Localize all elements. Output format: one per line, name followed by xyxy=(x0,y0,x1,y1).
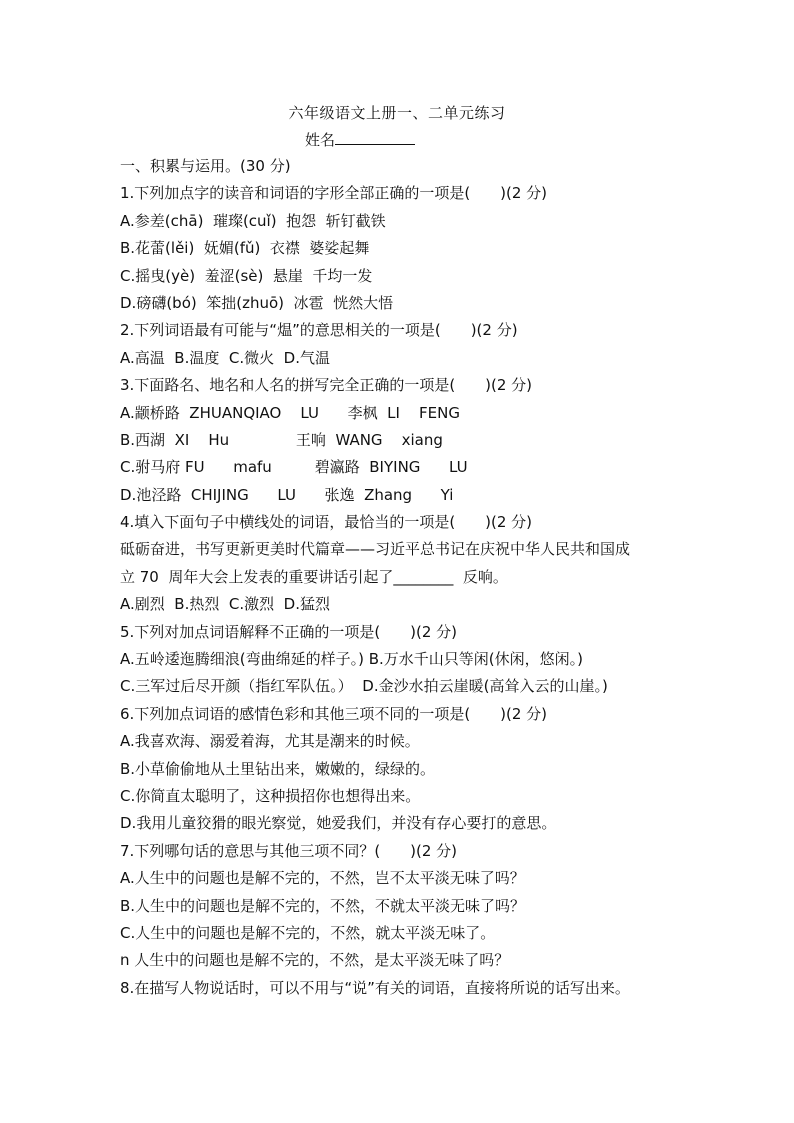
name-blank[interactable] xyxy=(335,130,415,145)
q7-option-d: n 人生中的问题也是解不完的，不然，是太平淡无味了吗？ xyxy=(120,951,510,970)
q7-option-c: C.人生中的问题也是解不完的，不然，就太平淡无味了。 xyxy=(120,923,496,942)
question-2: 2.下列词语最有可能与“煴”的意思相关的一项是( )(2 分) xyxy=(120,321,518,340)
q3-option-a: A.颛桥路 ZHUANQIAO LU 李枫 LI FENG xyxy=(120,403,460,422)
question-4: 4.填入下面句子中横线处的词语，最恰当的一项是( )(2 分) xyxy=(120,513,533,532)
question-8: 8.在描写人物说话时，可以不用与“说”有关的词语，直接将所说的话写出来。 xyxy=(120,978,630,997)
q7-option-b: B.人生中的问题也是解不完的，不然，不就太平淡无味了吗？ xyxy=(120,896,526,915)
question-list xyxy=(120,153,720,1002)
q4-options: A.剧烈 B.热烈 C.激烈 D.猛烈 xyxy=(120,595,330,614)
q3-option-d: D.池泾路 CHIJING LU 张逸 Zhang Yi xyxy=(120,485,454,504)
q3-option-c: C.驸马府 FU mafu 碧瀛路 BIYING LU xyxy=(120,458,468,477)
q1-option-a: A.参差(chā) 璀璨(cuǐ) 抱怨 斩钉截铁 xyxy=(120,211,386,230)
page-title: 六年级语文上册一、二单元练习 xyxy=(288,104,506,122)
q1-option-d: D.磅礴(bó) 笨拙(zhuō) 冰雹 恍然大悟 xyxy=(120,293,394,312)
question-5: 5.下列对加点词语解释不正确的一项是( )(2 分) xyxy=(120,622,458,641)
question-3: 3.下面路名、地名和人名的拼写完全正确的一项是( )(2 分) xyxy=(120,376,533,395)
question-7: 7.下列哪句话的意思与其他三项不同？( )(2 分) xyxy=(120,841,458,860)
name-field xyxy=(305,129,415,150)
q5-options-ab: A.五岭逶迤腾细浪(弯曲绵延的样子。) B.万水千山只等闲(休闲，悠闲。) xyxy=(120,650,584,669)
q6-option-c: C.你简直太聪明了，这种损招你也想得出来。 xyxy=(120,786,421,805)
q6-option-a: A.我喜欢海、溺爱着海，尤其是潮来的时候。 xyxy=(120,732,420,751)
q1-option-b: B.花蕾(lěi) 妩媚(fǔ) 衣襟 婆娑起舞 xyxy=(120,239,370,258)
q7-option-a: A.人生中的问题也是解不完的，不然，岂不太平淡无味了吗？ xyxy=(120,869,525,888)
q1-option-c: C.摇曳(yè) 羞涩(sè) 悬崖 千均一发 xyxy=(120,266,373,285)
q2-options: A.高温 B.温度 C.微火 D.气温 xyxy=(120,348,330,367)
q4-sentence-1: 砥砺奋进，书写更新更美时代篇章——习近平总书记在庆祝中华人民共和国成 xyxy=(120,540,631,559)
question-1: 1.下列加点字的读音和词语的字形全部正确的一项是( )(2 分) xyxy=(120,184,548,203)
q5-options-cd: C.三军过后尽开颜（指红军队伍。） D.金沙水拍云崖暖(高耸入云的山崖。) xyxy=(120,677,608,696)
q4-sentence-2: 立 70 周年大会上发表的重要讲话引起了________ 反响。 xyxy=(120,567,508,586)
q3-option-b: B.西湖 XI Hu 王响 WANG xiang xyxy=(120,430,443,449)
q6-option-d: D.我用儿童狡猾的眼光察觉，她爱我们，并没有存心要打的意思。 xyxy=(120,814,557,833)
question-6: 6.下列加点词语的感情色彩和其他三项不同的一项是( )(2 分) xyxy=(120,704,548,723)
q6-option-b: B.小草偷偷地从土里钻出来，嫩嫩的，绿绿的。 xyxy=(120,759,436,778)
section-heading: 一、积累与运用。(30 分) xyxy=(120,157,291,175)
name-label: 姓名 xyxy=(305,131,336,149)
